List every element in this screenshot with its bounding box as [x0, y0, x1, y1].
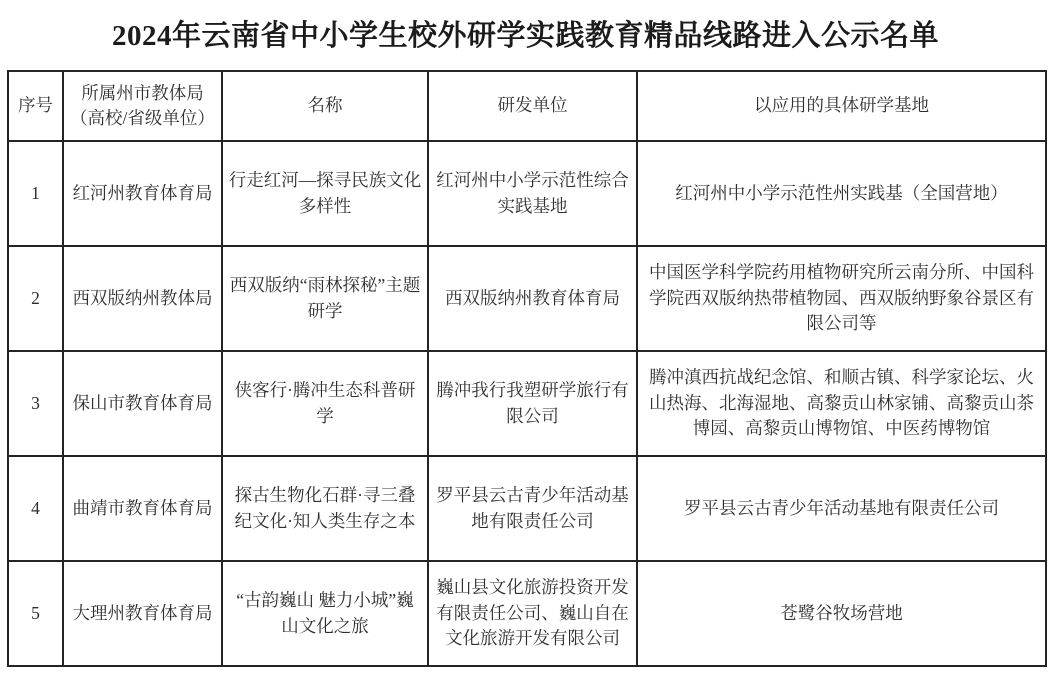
- cell-developer: 红河州中小学示范性综合实践基地: [428, 141, 637, 246]
- cell-bases: 腾冲滇西抗战纪念馆、和顺古镇、科学家论坛、火山热海、北海湿地、高黎贡山林家铺、高黎贡山茶博园、高黎贡山博物馆、中医药博物馆: [637, 351, 1046, 456]
- cell-no: 4: [8, 456, 63, 561]
- table-row: [8, 141, 1046, 246]
- cell-bases: 罗平县云古青少年活动基地有限责任公司: [637, 456, 1046, 561]
- col-header-no: 序号: [8, 71, 63, 141]
- col-header-bureau: 所属州市教体局（高校/省级单位）: [63, 71, 222, 141]
- table-row: [8, 456, 1046, 561]
- cell-no: 2: [8, 246, 63, 351]
- table-row: [8, 246, 1046, 351]
- cell-name: 西双版纳“雨林探秘”主题研学: [222, 246, 428, 351]
- cell-no: 1: [8, 141, 63, 246]
- table-row: [8, 351, 1046, 456]
- cell-bureau: 曲靖市教育体育局: [63, 456, 222, 561]
- cell-bureau: 西双版纳州教体局: [63, 246, 222, 351]
- cell-bureau: 红河州教育体育局: [63, 141, 222, 246]
- cell-developer: 罗平县云古青少年活动基地有限责任公司: [428, 456, 637, 561]
- page-title: 2024年云南省中小学生校外研学实践教育精品线路进入公示名单: [111, 20, 939, 52]
- cell-name: “古韵巍山 魅力小城”巍山文化之旅: [222, 561, 428, 666]
- cell-bases: 中国医学科学院药用植物研究所云南分所、中国科学院西双版纳热带植物园、西双版纳野象谷景区有限公司等: [637, 246, 1046, 351]
- cell-name: 行走红河—探寻民族文化多样性: [222, 141, 428, 246]
- cell-no: 5: [8, 561, 63, 666]
- header-row: [8, 71, 1046, 141]
- cell-name: 探古生物化石群·寻三叠纪文化·知人类生存之本: [222, 456, 428, 561]
- col-header-developer: 研发单位: [428, 71, 637, 141]
- cell-bases: 红河州中小学示范性州实践基（全国营地）: [637, 141, 1046, 246]
- cell-bureau: 大理州教育体育局: [63, 561, 222, 666]
- cell-no: 3: [8, 351, 63, 456]
- cell-bureau: 保山市教育体育局: [63, 351, 222, 456]
- cell-name: 侠客行·腾冲生态科普研学: [222, 351, 428, 456]
- cell-developer: 西双版纳州教育体育局: [428, 246, 637, 351]
- cell-bases: 苍鹭谷牧场营地: [637, 561, 1046, 666]
- col-header-name: 名称: [222, 71, 428, 141]
- col-header-bases: 以应用的具体研学基地: [637, 71, 1046, 141]
- cell-developer: 腾冲我行我塑研学旅行有限公司: [428, 351, 637, 456]
- table-row: [8, 561, 1046, 666]
- roster-table: [7, 70, 1047, 667]
- cell-developer: 巍山县文化旅游投资开发有限责任公司、巍山自在文化旅游开发有限公司: [428, 561, 637, 666]
